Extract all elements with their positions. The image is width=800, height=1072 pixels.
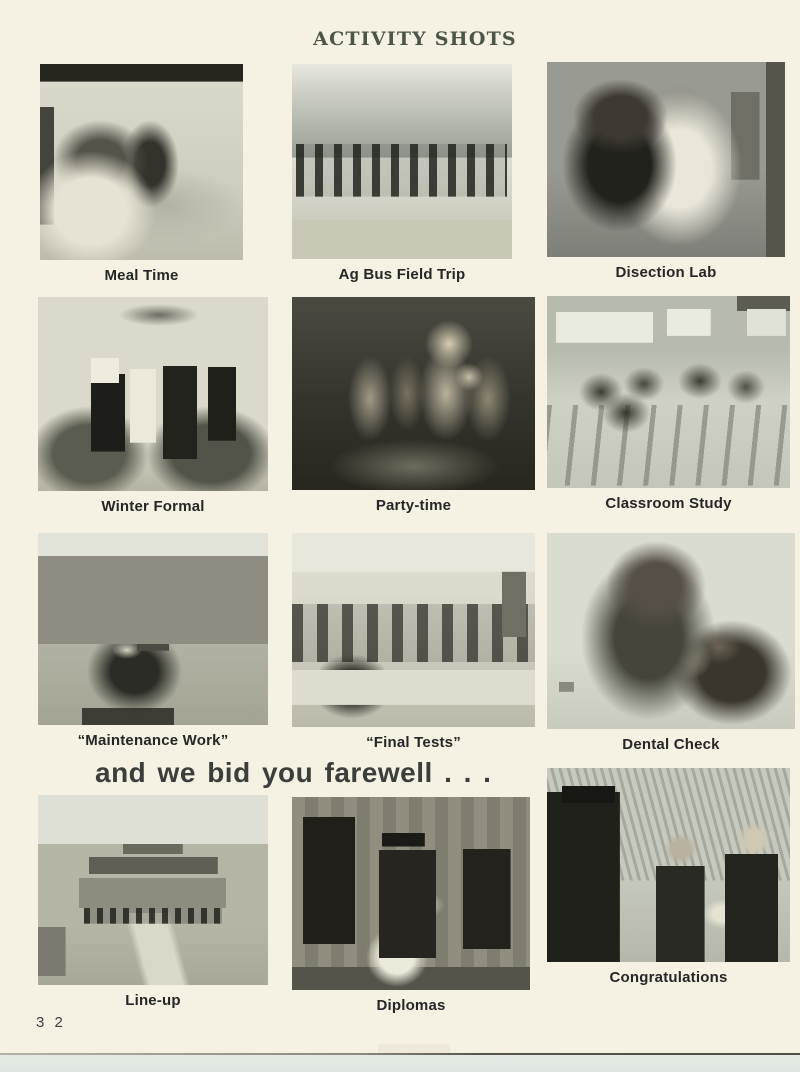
photo-caption: Ag Bus Field Trip xyxy=(338,266,466,283)
photo-caption: Line-up xyxy=(125,992,181,1009)
photo-disection-lab xyxy=(547,62,785,281)
final-tests-photo xyxy=(292,533,535,727)
diplomas-photo xyxy=(292,797,530,990)
meal-time-photo xyxy=(40,64,243,260)
photo-congratulations xyxy=(547,768,790,986)
classroom-study-photo xyxy=(547,296,790,488)
page-number: 3 2 xyxy=(36,1014,66,1031)
photo-caption: Classroom Study xyxy=(605,495,732,512)
photo-party-time xyxy=(292,297,535,514)
photo-classroom-study xyxy=(547,296,790,512)
page-title: ACTIVITY SHOTS xyxy=(313,28,517,50)
photo-final-tests xyxy=(292,533,535,751)
photo-dental-check xyxy=(547,533,795,753)
disection-lab-photo xyxy=(547,62,785,257)
photo-caption: Dental Check xyxy=(622,736,720,753)
photo-diplomas xyxy=(292,797,530,1014)
party-time-photo xyxy=(292,297,535,490)
photo-caption: “Final Tests” xyxy=(366,734,461,751)
maintenance-work-photo xyxy=(38,533,268,725)
photo-ag-bus-field-trip xyxy=(292,64,512,283)
photo-caption: Disection Lab xyxy=(615,264,717,281)
photo-winter-formal xyxy=(38,297,268,515)
line-up-photo xyxy=(38,795,268,985)
photo-caption: Diplomas xyxy=(376,997,446,1014)
page-bottom-edge xyxy=(0,1055,800,1072)
photo-caption: Congratulations xyxy=(609,969,728,986)
photo-caption: Meal Time xyxy=(104,267,179,284)
photo-maintenance-work xyxy=(38,533,268,749)
dental-check-photo xyxy=(547,533,795,729)
congratulations-photo xyxy=(547,768,790,962)
photo-line-up xyxy=(38,795,268,1009)
farewell-text: and we bid you farewell . . . xyxy=(95,757,492,788)
photo-caption: Party-time xyxy=(375,497,452,514)
ag-bus-field-trip-photo xyxy=(292,64,512,259)
photo-caption: Winter Formal xyxy=(101,498,205,515)
winter-formal-photo xyxy=(38,297,268,491)
photo-caption: “Maintenance Work” xyxy=(77,732,229,749)
photo-meal-time xyxy=(40,64,243,284)
